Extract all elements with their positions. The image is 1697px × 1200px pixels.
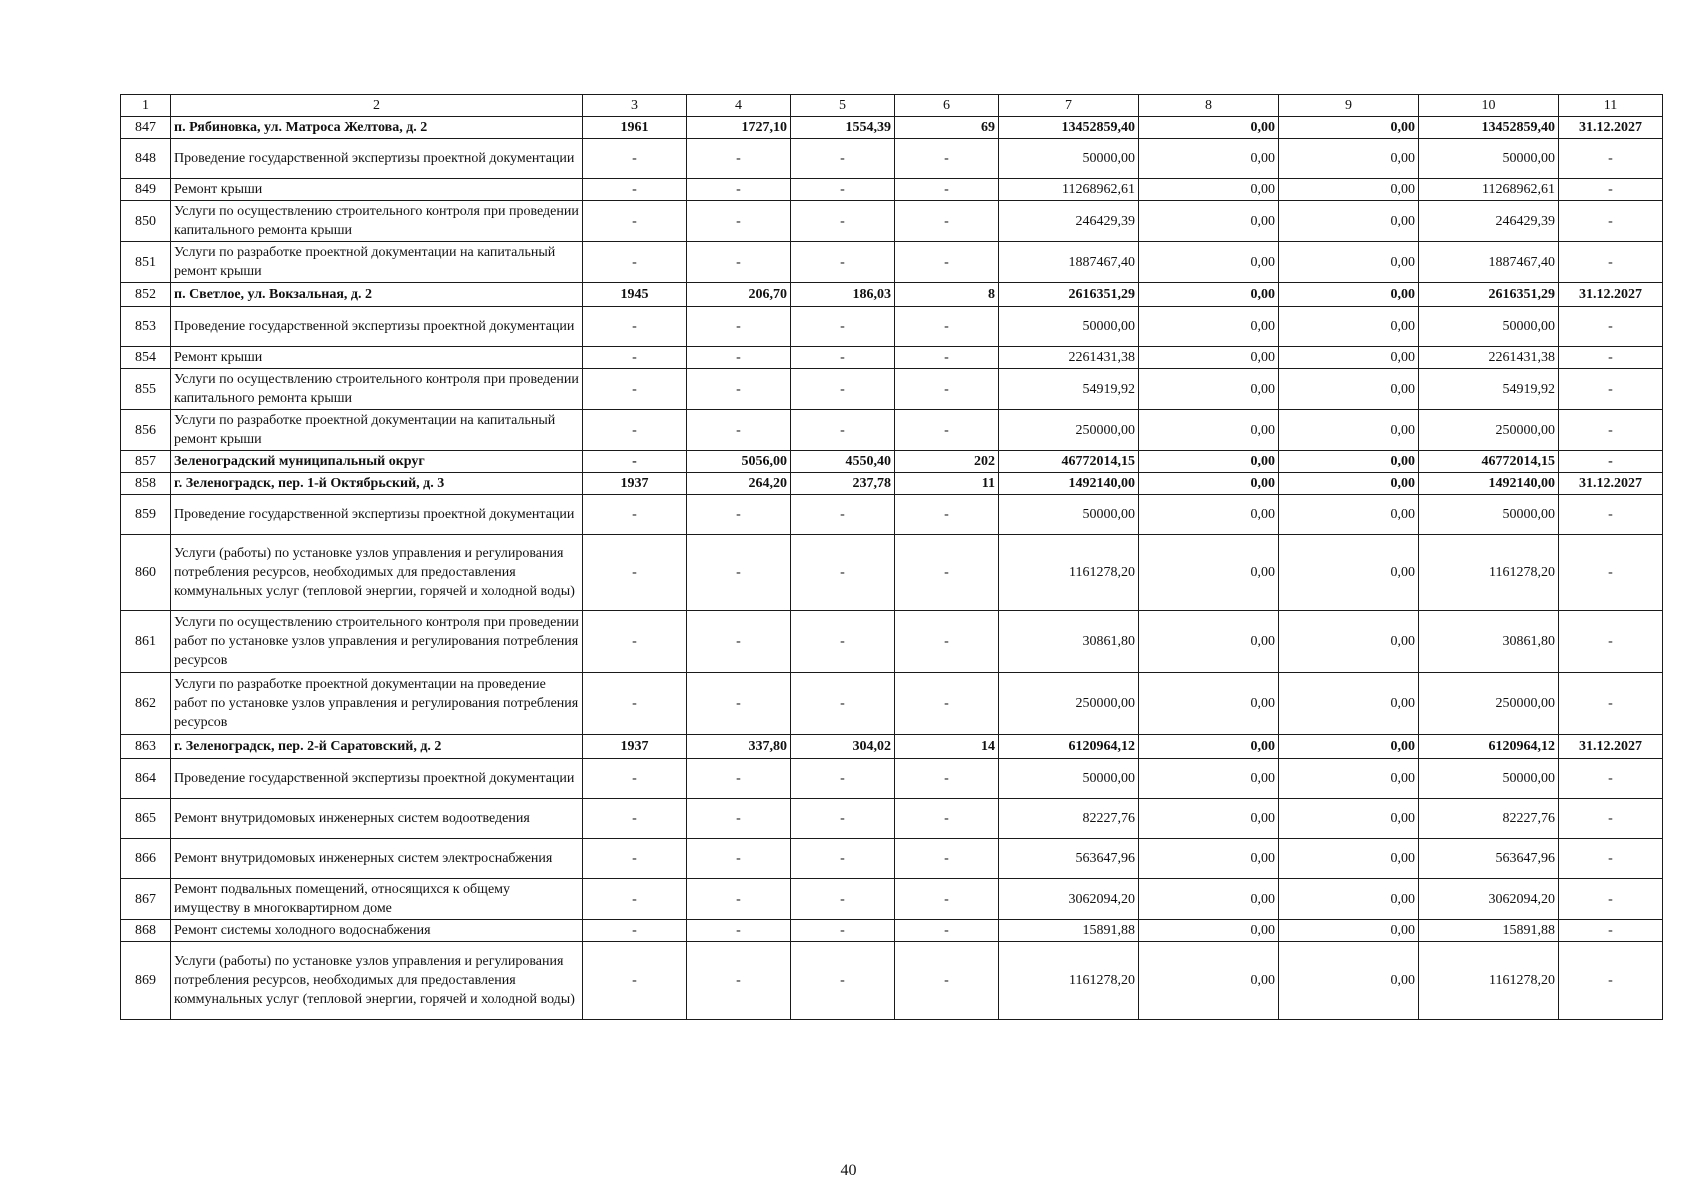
header-cell: 10: [1419, 95, 1559, 117]
completion-date-cell: -: [1559, 242, 1663, 283]
total-area-cell: 1727,10: [687, 117, 791, 139]
living-area-cell: -: [791, 201, 895, 242]
regional-funds-cell: 0,00: [1279, 369, 1419, 410]
total-area-cell: 206,70: [687, 283, 791, 307]
completion-date-cell: -: [1559, 179, 1663, 201]
completion-date-cell: 31.12.2027: [1559, 283, 1663, 307]
year-cell: 1937: [583, 735, 687, 759]
table-row: [121, 735, 1663, 759]
table-row: [121, 942, 1663, 1020]
regional-funds-cell: 0,00: [1279, 451, 1419, 473]
owner-funds-cell: 1887467,40: [1419, 242, 1559, 283]
owner-funds-cell: 46772014,15: [1419, 451, 1559, 473]
federal-funds-cell: 0,00: [1139, 347, 1279, 369]
federal-funds-cell: 0,00: [1139, 611, 1279, 673]
completion-date-cell: -: [1559, 920, 1663, 942]
total-area-cell: -: [687, 839, 791, 879]
completion-date-cell: -: [1559, 369, 1663, 410]
work-name-cell: п. Рябиновка, ул. Матроса Желтова, д. 2: [171, 117, 583, 139]
row-number-cell: 859: [121, 495, 171, 535]
federal-funds-cell: 0,00: [1139, 920, 1279, 942]
total-area-cell: -: [687, 673, 791, 735]
residents-cell: -: [895, 799, 999, 839]
regional-funds-cell: 0,00: [1279, 117, 1419, 139]
completion-date-cell: -: [1559, 139, 1663, 179]
owner-funds-cell: 563647,96: [1419, 839, 1559, 879]
residents-cell: -: [895, 242, 999, 283]
year-cell: 1945: [583, 283, 687, 307]
work-name-cell: Услуги по осуществлению строительного контроля при проведении капитального ремонта крыши: [171, 369, 583, 410]
regional-funds-cell: 0,00: [1279, 201, 1419, 242]
federal-funds-cell: 0,00: [1139, 839, 1279, 879]
total-area-cell: -: [687, 535, 791, 611]
total-cost-cell: 563647,96: [999, 839, 1139, 879]
regional-funds-cell: 0,00: [1279, 735, 1419, 759]
table-row: [121, 611, 1663, 673]
living-area-cell: -: [791, 139, 895, 179]
total-cost-cell: 11268962,61: [999, 179, 1139, 201]
regional-funds-cell: 0,00: [1279, 139, 1419, 179]
residents-cell: -: [895, 139, 999, 179]
total-cost-cell: 6120964,12: [999, 735, 1139, 759]
work-name-cell: Услуги по разработке проектной документации на проведение работ по установке узлов управления и регулирования потребления ресурсов: [171, 673, 583, 735]
living-area-cell: -: [791, 611, 895, 673]
residents-cell: 11: [895, 473, 999, 495]
row-number-cell: 851: [121, 242, 171, 283]
federal-funds-cell: 0,00: [1139, 495, 1279, 535]
page-number: 40: [840, 1162, 857, 1179]
row-number-cell: 853: [121, 307, 171, 347]
header-cell: 1: [121, 95, 171, 117]
regional-funds-cell: 0,00: [1279, 611, 1419, 673]
row-number-cell: 852: [121, 283, 171, 307]
federal-funds-cell: 0,00: [1139, 242, 1279, 283]
owner-funds-cell: 246429,39: [1419, 201, 1559, 242]
federal-funds-cell: 0,00: [1139, 307, 1279, 347]
federal-funds-cell: 0,00: [1139, 410, 1279, 451]
row-number-cell: 869: [121, 942, 171, 1020]
residents-cell: -: [895, 759, 999, 799]
header-cell: 6: [895, 95, 999, 117]
federal-funds-cell: 0,00: [1139, 179, 1279, 201]
residents-cell: -: [895, 673, 999, 735]
table-row: [121, 535, 1663, 611]
header-cell: 2: [171, 95, 583, 117]
total-cost-cell: 250000,00: [999, 673, 1139, 735]
table-row: [121, 799, 1663, 839]
residents-cell: -: [895, 347, 999, 369]
completion-date-cell: -: [1559, 611, 1663, 673]
total-cost-cell: 250000,00: [999, 410, 1139, 451]
header-row: [121, 95, 1663, 117]
row-number-cell: 849: [121, 179, 171, 201]
table-row: [121, 283, 1663, 307]
total-area-cell: -: [687, 201, 791, 242]
total-cost-cell: 82227,76: [999, 799, 1139, 839]
federal-funds-cell: 0,00: [1139, 799, 1279, 839]
year-cell: -: [583, 799, 687, 839]
completion-date-cell: -: [1559, 495, 1663, 535]
owner-funds-cell: 250000,00: [1419, 410, 1559, 451]
year-cell: -: [583, 673, 687, 735]
total-cost-cell: 30861,80: [999, 611, 1139, 673]
header-cell: 11: [1559, 95, 1663, 117]
total-cost-cell: 1161278,20: [999, 942, 1139, 1020]
owner-funds-cell: 1161278,20: [1419, 535, 1559, 611]
living-area-cell: 237,78: [791, 473, 895, 495]
owner-funds-cell: 1161278,20: [1419, 942, 1559, 1020]
table-row: [121, 179, 1663, 201]
total-cost-cell: 54919,92: [999, 369, 1139, 410]
total-area-cell: -: [687, 307, 791, 347]
year-cell: -: [583, 535, 687, 611]
owner-funds-cell: 2261431,38: [1419, 347, 1559, 369]
regional-funds-cell: 0,00: [1279, 942, 1419, 1020]
federal-funds-cell: 0,00: [1139, 735, 1279, 759]
year-cell: -: [583, 139, 687, 179]
completion-date-cell: 31.12.2027: [1559, 735, 1663, 759]
repair-register-table: [120, 94, 1663, 1020]
row-number-cell: 864: [121, 759, 171, 799]
living-area-cell: -: [791, 179, 895, 201]
row-number-cell: 850: [121, 201, 171, 242]
work-name-cell: г. Зеленоградск, пер. 1-й Октябрьский, д. 3: [171, 473, 583, 495]
owner-funds-cell: 30861,80: [1419, 611, 1559, 673]
total-area-cell: -: [687, 139, 791, 179]
owner-funds-cell: 82227,76: [1419, 799, 1559, 839]
federal-funds-cell: 0,00: [1139, 535, 1279, 611]
year-cell: -: [583, 942, 687, 1020]
total-area-cell: -: [687, 611, 791, 673]
work-name-cell: Ремонт крыши: [171, 347, 583, 369]
table-row: [121, 920, 1663, 942]
total-area-cell: -: [687, 942, 791, 1020]
row-number-cell: 856: [121, 410, 171, 451]
work-name-cell: п. Светлое, ул. Вокзальная, д. 2: [171, 283, 583, 307]
completion-date-cell: -: [1559, 673, 1663, 735]
table-row: [121, 839, 1663, 879]
residents-cell: -: [895, 839, 999, 879]
work-name-cell: Проведение государственной экспертизы проектной документации: [171, 307, 583, 347]
year-cell: -: [583, 759, 687, 799]
total-cost-cell: 15891,88: [999, 920, 1139, 942]
regional-funds-cell: 0,00: [1279, 410, 1419, 451]
completion-date-cell: -: [1559, 839, 1663, 879]
federal-funds-cell: 0,00: [1139, 759, 1279, 799]
residents-cell: 69: [895, 117, 999, 139]
owner-funds-cell: 15891,88: [1419, 920, 1559, 942]
living-area-cell: 304,02: [791, 735, 895, 759]
total-area-cell: -: [687, 179, 791, 201]
work-name-cell: Проведение государственной экспертизы проектной документации: [171, 495, 583, 535]
total-cost-cell: 50000,00: [999, 307, 1139, 347]
row-number-cell: 857: [121, 451, 171, 473]
total-area-cell: -: [687, 759, 791, 799]
regional-funds-cell: 0,00: [1279, 920, 1419, 942]
total-cost-cell: 2616351,29: [999, 283, 1139, 307]
living-area-cell: -: [791, 759, 895, 799]
document-sheet: [120, 94, 1662, 1020]
owner-funds-cell: 50000,00: [1419, 307, 1559, 347]
regional-funds-cell: 0,00: [1279, 242, 1419, 283]
living-area-cell: -: [791, 347, 895, 369]
year-cell: 1937: [583, 473, 687, 495]
owner-funds-cell: 250000,00: [1419, 673, 1559, 735]
work-name-cell: Услуги по разработке проектной документации на капитальный ремонт крыши: [171, 410, 583, 451]
living-area-cell: -: [791, 942, 895, 1020]
total-cost-cell: 13452859,40: [999, 117, 1139, 139]
total-area-cell: 337,80: [687, 735, 791, 759]
completion-date-cell: -: [1559, 942, 1663, 1020]
residents-cell: -: [895, 920, 999, 942]
year-cell: -: [583, 495, 687, 535]
row-number-cell: 848: [121, 139, 171, 179]
work-name-cell: Проведение государственной экспертизы проектной документации: [171, 139, 583, 179]
year-cell: -: [583, 611, 687, 673]
work-name-cell: Ремонт подвальных помещений, относящихся к общему имуществу в многоквартирном доме: [171, 879, 583, 920]
total-area-cell: -: [687, 369, 791, 410]
completion-date-cell: -: [1559, 451, 1663, 473]
year-cell: -: [583, 242, 687, 283]
living-area-cell: -: [791, 242, 895, 283]
year-cell: -: [583, 179, 687, 201]
total-cost-cell: 246429,39: [999, 201, 1139, 242]
residents-cell: -: [895, 369, 999, 410]
federal-funds-cell: 0,00: [1139, 139, 1279, 179]
table-row: [121, 242, 1663, 283]
living-area-cell: -: [791, 920, 895, 942]
regional-funds-cell: 0,00: [1279, 799, 1419, 839]
total-area-cell: -: [687, 495, 791, 535]
table-row: [121, 201, 1663, 242]
work-name-cell: г. Зеленоградск, пер. 2-й Саратовский, д. 2: [171, 735, 583, 759]
total-cost-cell: 3062094,20: [999, 879, 1139, 920]
total-cost-cell: 46772014,15: [999, 451, 1139, 473]
total-area-cell: -: [687, 242, 791, 283]
total-area-cell: -: [687, 879, 791, 920]
federal-funds-cell: 0,00: [1139, 673, 1279, 735]
row-number-cell: 861: [121, 611, 171, 673]
year-cell: 1961: [583, 117, 687, 139]
owner-funds-cell: 50000,00: [1419, 139, 1559, 179]
table-row: [121, 139, 1663, 179]
residents-cell: 14: [895, 735, 999, 759]
completion-date-cell: -: [1559, 410, 1663, 451]
header-cell: 4: [687, 95, 791, 117]
row-number-cell: 863: [121, 735, 171, 759]
owner-funds-cell: 11268962,61: [1419, 179, 1559, 201]
table-row: [121, 410, 1663, 451]
year-cell: -: [583, 839, 687, 879]
table-row: [121, 117, 1663, 139]
federal-funds-cell: 0,00: [1139, 201, 1279, 242]
regional-funds-cell: 0,00: [1279, 283, 1419, 307]
residents-cell: -: [895, 495, 999, 535]
total-area-cell: -: [687, 410, 791, 451]
table-row: [121, 759, 1663, 799]
completion-date-cell: -: [1559, 759, 1663, 799]
work-name-cell: Ремонт внутридомовых инженерных систем электроснабжения: [171, 839, 583, 879]
header-cell: 9: [1279, 95, 1419, 117]
owner-funds-cell: 1492140,00: [1419, 473, 1559, 495]
year-cell: -: [583, 920, 687, 942]
work-name-cell: Услуги по осуществлению строительного контроля при проведении капитального ремонта крыши: [171, 201, 583, 242]
completion-date-cell: -: [1559, 799, 1663, 839]
residents-cell: -: [895, 307, 999, 347]
year-cell: -: [583, 201, 687, 242]
total-area-cell: -: [687, 920, 791, 942]
row-number-cell: 865: [121, 799, 171, 839]
federal-funds-cell: 0,00: [1139, 879, 1279, 920]
regional-funds-cell: 0,00: [1279, 179, 1419, 201]
work-name-cell: Ремонт внутридомовых инженерных систем водоотведения: [171, 799, 583, 839]
regional-funds-cell: 0,00: [1279, 495, 1419, 535]
year-cell: -: [583, 347, 687, 369]
total-cost-cell: 1492140,00: [999, 473, 1139, 495]
owner-funds-cell: 3062094,20: [1419, 879, 1559, 920]
table-row: [121, 673, 1663, 735]
header-cell: 7: [999, 95, 1139, 117]
regional-funds-cell: 0,00: [1279, 673, 1419, 735]
residents-cell: -: [895, 535, 999, 611]
work-name-cell: Проведение государственной экспертизы проектной документации: [171, 759, 583, 799]
living-area-cell: -: [791, 495, 895, 535]
regional-funds-cell: 0,00: [1279, 535, 1419, 611]
owner-funds-cell: 54919,92: [1419, 369, 1559, 410]
owner-funds-cell: 50000,00: [1419, 759, 1559, 799]
owner-funds-cell: 50000,00: [1419, 495, 1559, 535]
row-number-cell: 862: [121, 673, 171, 735]
federal-funds-cell: 0,00: [1139, 451, 1279, 473]
regional-funds-cell: 0,00: [1279, 473, 1419, 495]
total-cost-cell: 1161278,20: [999, 535, 1139, 611]
table-row: [121, 451, 1663, 473]
row-number-cell: 855: [121, 369, 171, 410]
regional-funds-cell: 0,00: [1279, 347, 1419, 369]
year-cell: -: [583, 879, 687, 920]
year-cell: -: [583, 307, 687, 347]
living-area-cell: 186,03: [791, 283, 895, 307]
completion-date-cell: 31.12.2027: [1559, 117, 1663, 139]
work-name-cell: Услуги (работы) по установке узлов управления и регулирования потребления ресурсов, необходимых для предоставления коммунальных услуг (тепловой энергии, горячей и холодной воды): [171, 535, 583, 611]
total-area-cell: 264,20: [687, 473, 791, 495]
total-cost-cell: 50000,00: [999, 139, 1139, 179]
year-cell: -: [583, 369, 687, 410]
completion-date-cell: -: [1559, 879, 1663, 920]
federal-funds-cell: 0,00: [1139, 369, 1279, 410]
row-number-cell: 847: [121, 117, 171, 139]
residents-cell: 202: [895, 451, 999, 473]
total-area-cell: -: [687, 799, 791, 839]
living-area-cell: -: [791, 673, 895, 735]
total-cost-cell: 2261431,38: [999, 347, 1139, 369]
residents-cell: -: [895, 179, 999, 201]
row-number-cell: 867: [121, 879, 171, 920]
table-row: [121, 369, 1663, 410]
federal-funds-cell: 0,00: [1139, 473, 1279, 495]
table-row: [121, 473, 1663, 495]
total-area-cell: 5056,00: [687, 451, 791, 473]
owner-funds-cell: 6120964,12: [1419, 735, 1559, 759]
table-row: [121, 495, 1663, 535]
total-cost-cell: 50000,00: [999, 495, 1139, 535]
row-number-cell: 868: [121, 920, 171, 942]
work-name-cell: Услуги (работы) по установке узлов управления и регулирования потребления ресурсов, необходимых для предоставления коммунальных услуг (тепловой энергии, горячей и холодной воды): [171, 942, 583, 1020]
living-area-cell: 4550,40: [791, 451, 895, 473]
living-area-cell: -: [791, 535, 895, 611]
regional-funds-cell: 0,00: [1279, 307, 1419, 347]
row-number-cell: 866: [121, 839, 171, 879]
total-cost-cell: 1887467,40: [999, 242, 1139, 283]
residents-cell: -: [895, 942, 999, 1020]
row-number-cell: 860: [121, 535, 171, 611]
completion-date-cell: -: [1559, 535, 1663, 611]
completion-date-cell: -: [1559, 201, 1663, 242]
living-area-cell: -: [791, 410, 895, 451]
living-area-cell: -: [791, 799, 895, 839]
table-row: [121, 307, 1663, 347]
residents-cell: 8: [895, 283, 999, 307]
header-cell: 8: [1139, 95, 1279, 117]
header-cell: 5: [791, 95, 895, 117]
living-area-cell: 1554,39: [791, 117, 895, 139]
completion-date-cell: -: [1559, 347, 1663, 369]
residents-cell: -: [895, 410, 999, 451]
row-number-cell: 854: [121, 347, 171, 369]
regional-funds-cell: 0,00: [1279, 839, 1419, 879]
living-area-cell: -: [791, 369, 895, 410]
year-cell: -: [583, 451, 687, 473]
header-cell: 3: [583, 95, 687, 117]
work-name-cell: Услуги по разработке проектной документации на капитальный ремонт крыши: [171, 242, 583, 283]
table-row: [121, 347, 1663, 369]
residents-cell: -: [895, 201, 999, 242]
owner-funds-cell: 13452859,40: [1419, 117, 1559, 139]
federal-funds-cell: 0,00: [1139, 942, 1279, 1020]
total-cost-cell: 50000,00: [999, 759, 1139, 799]
living-area-cell: -: [791, 839, 895, 879]
regional-funds-cell: 0,00: [1279, 879, 1419, 920]
owner-funds-cell: 2616351,29: [1419, 283, 1559, 307]
total-area-cell: -: [687, 347, 791, 369]
federal-funds-cell: 0,00: [1139, 283, 1279, 307]
residents-cell: -: [895, 611, 999, 673]
work-name-cell: Услуги по осуществлению строительного контроля при проведении работ по установке узлов управления и регулирования потребления ресурсов: [171, 611, 583, 673]
work-name-cell: Зеленоградский муниципальный округ: [171, 451, 583, 473]
residents-cell: -: [895, 879, 999, 920]
year-cell: -: [583, 410, 687, 451]
work-name-cell: Ремонт системы холодного водоснабжения: [171, 920, 583, 942]
regional-funds-cell: 0,00: [1279, 759, 1419, 799]
federal-funds-cell: 0,00: [1139, 117, 1279, 139]
completion-date-cell: -: [1559, 307, 1663, 347]
table-row: [121, 879, 1663, 920]
living-area-cell: -: [791, 307, 895, 347]
row-number-cell: 858: [121, 473, 171, 495]
work-name-cell: Ремонт крыши: [171, 179, 583, 201]
living-area-cell: -: [791, 879, 895, 920]
completion-date-cell: 31.12.2027: [1559, 473, 1663, 495]
